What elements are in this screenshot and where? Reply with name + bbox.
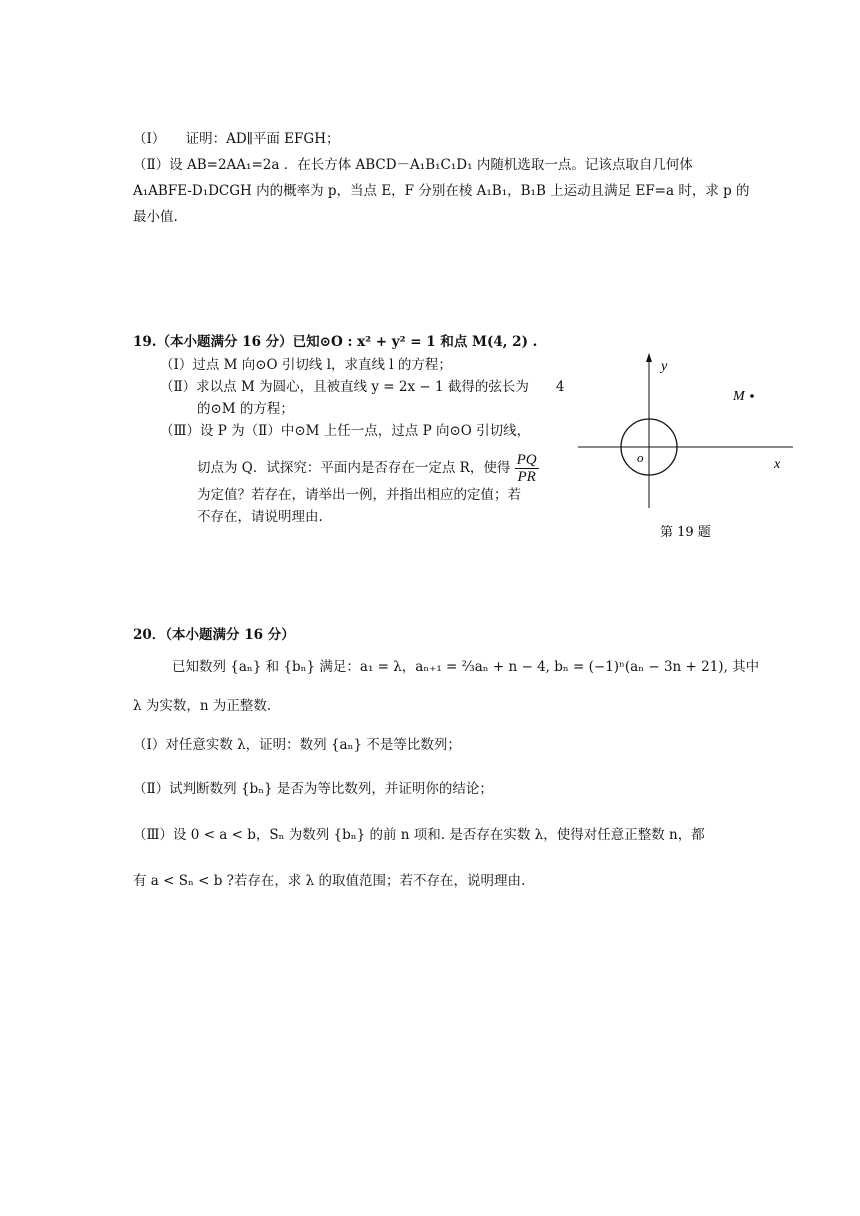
q18-part-i: （I） 证明：AD∥平面 EFGH；	[133, 131, 340, 147]
q18-part-ii-line3: 最小值.	[133, 209, 178, 225]
q20-stem-line2: λ 为实数，n 为正整数.	[133, 698, 272, 714]
fraction-denominator: PR	[517, 469, 536, 485]
q20-stem-line1: 已知数列 {aₙ} 和 {bₙ} 满足：a₁ = λ，aₙ₊₁ = ⅔aₙ + n − 4, bₙ = (−1)ⁿ(aₙ − 3n + 21), 其中	[172, 659, 760, 675]
q19-part-iii-line3: 为定值？若存在，请举出一例，并指出相应的定值；若	[197, 487, 521, 503]
q20-header: 20．（本小题满分 16 分）	[133, 627, 295, 643]
fraction-numerator: PQ	[516, 452, 537, 468]
q19-part-ii-line1: （Ⅱ）求以点 M 为圆心，且被直线 y = 2x − 1 截得的弦长为 4	[160, 379, 565, 395]
q20-part-iii-line1: （Ⅲ）设 0 < a < b，Sₙ 为数列 {bₙ} 的前 n 项和. 是否存在实数 λ，使得对任意正整数 n，都	[133, 827, 705, 843]
y-axis-label: y	[661, 359, 668, 374]
q18-part-ii-line1: （Ⅱ）设 AB=2AA₁=2a ．在长方体 ABCD－A₁B₁C₁D₁ 内随机选取一点。记该点取自几何体	[133, 157, 693, 173]
q20-part-ii: （Ⅱ）试判断数列 {bₙ} 是否为等比数列，并证明你的结论；	[133, 781, 493, 797]
y-axis-arrow-icon	[646, 353, 652, 362]
q18-part-ii-line2: A₁ABFE-D₁DCGH 内的概率为 p，当点 E，F 分别在棱 A₁B₁，B₁B 上运动且满足 EF=a 时，求 p 的	[133, 183, 750, 199]
point-m-label: M	[733, 389, 745, 404]
q19-part-ii-line2: 的⊙M 的方程；	[197, 401, 294, 417]
figure-caption: 第 19 题	[660, 525, 711, 540]
q20-part-i: （Ⅰ）对任意实数 λ，证明：数列 {aₙ} 不是等比数列；	[133, 737, 461, 753]
point-m-dot	[750, 394, 754, 398]
q19-part-iii-line2	[197, 452, 539, 485]
pq-over-pr-fraction	[515, 452, 539, 485]
origin-label: o	[637, 450, 644, 465]
q19-figure	[578, 350, 798, 550]
q19-header: 19.（本小题满分 16 分）已知⊙O : x² + y² = 1 和点 M(4, 2) .	[133, 334, 538, 350]
q19-part-iii-line4: 不存在，请说明理由.	[197, 509, 323, 525]
q20-part-iii-line2: 有 a < Sₙ < b ?若存在，求 λ 的取值范围；若不存在，说明理由.	[133, 873, 526, 889]
q19-part-i: （Ⅰ）过点 M 向⊙O 引切线 l，求直线 l 的方程；	[160, 357, 452, 373]
q19-part-iii-line1: （Ⅲ）设 P 为（Ⅱ）中⊙M 上任一点，过点 P 向⊙O 引切线，	[160, 423, 531, 439]
x-axis-label: x	[774, 457, 781, 472]
q19-part-iii-text: 切点为 Q．试探究：平面内是否存在一定点 R，使得	[197, 460, 511, 476]
